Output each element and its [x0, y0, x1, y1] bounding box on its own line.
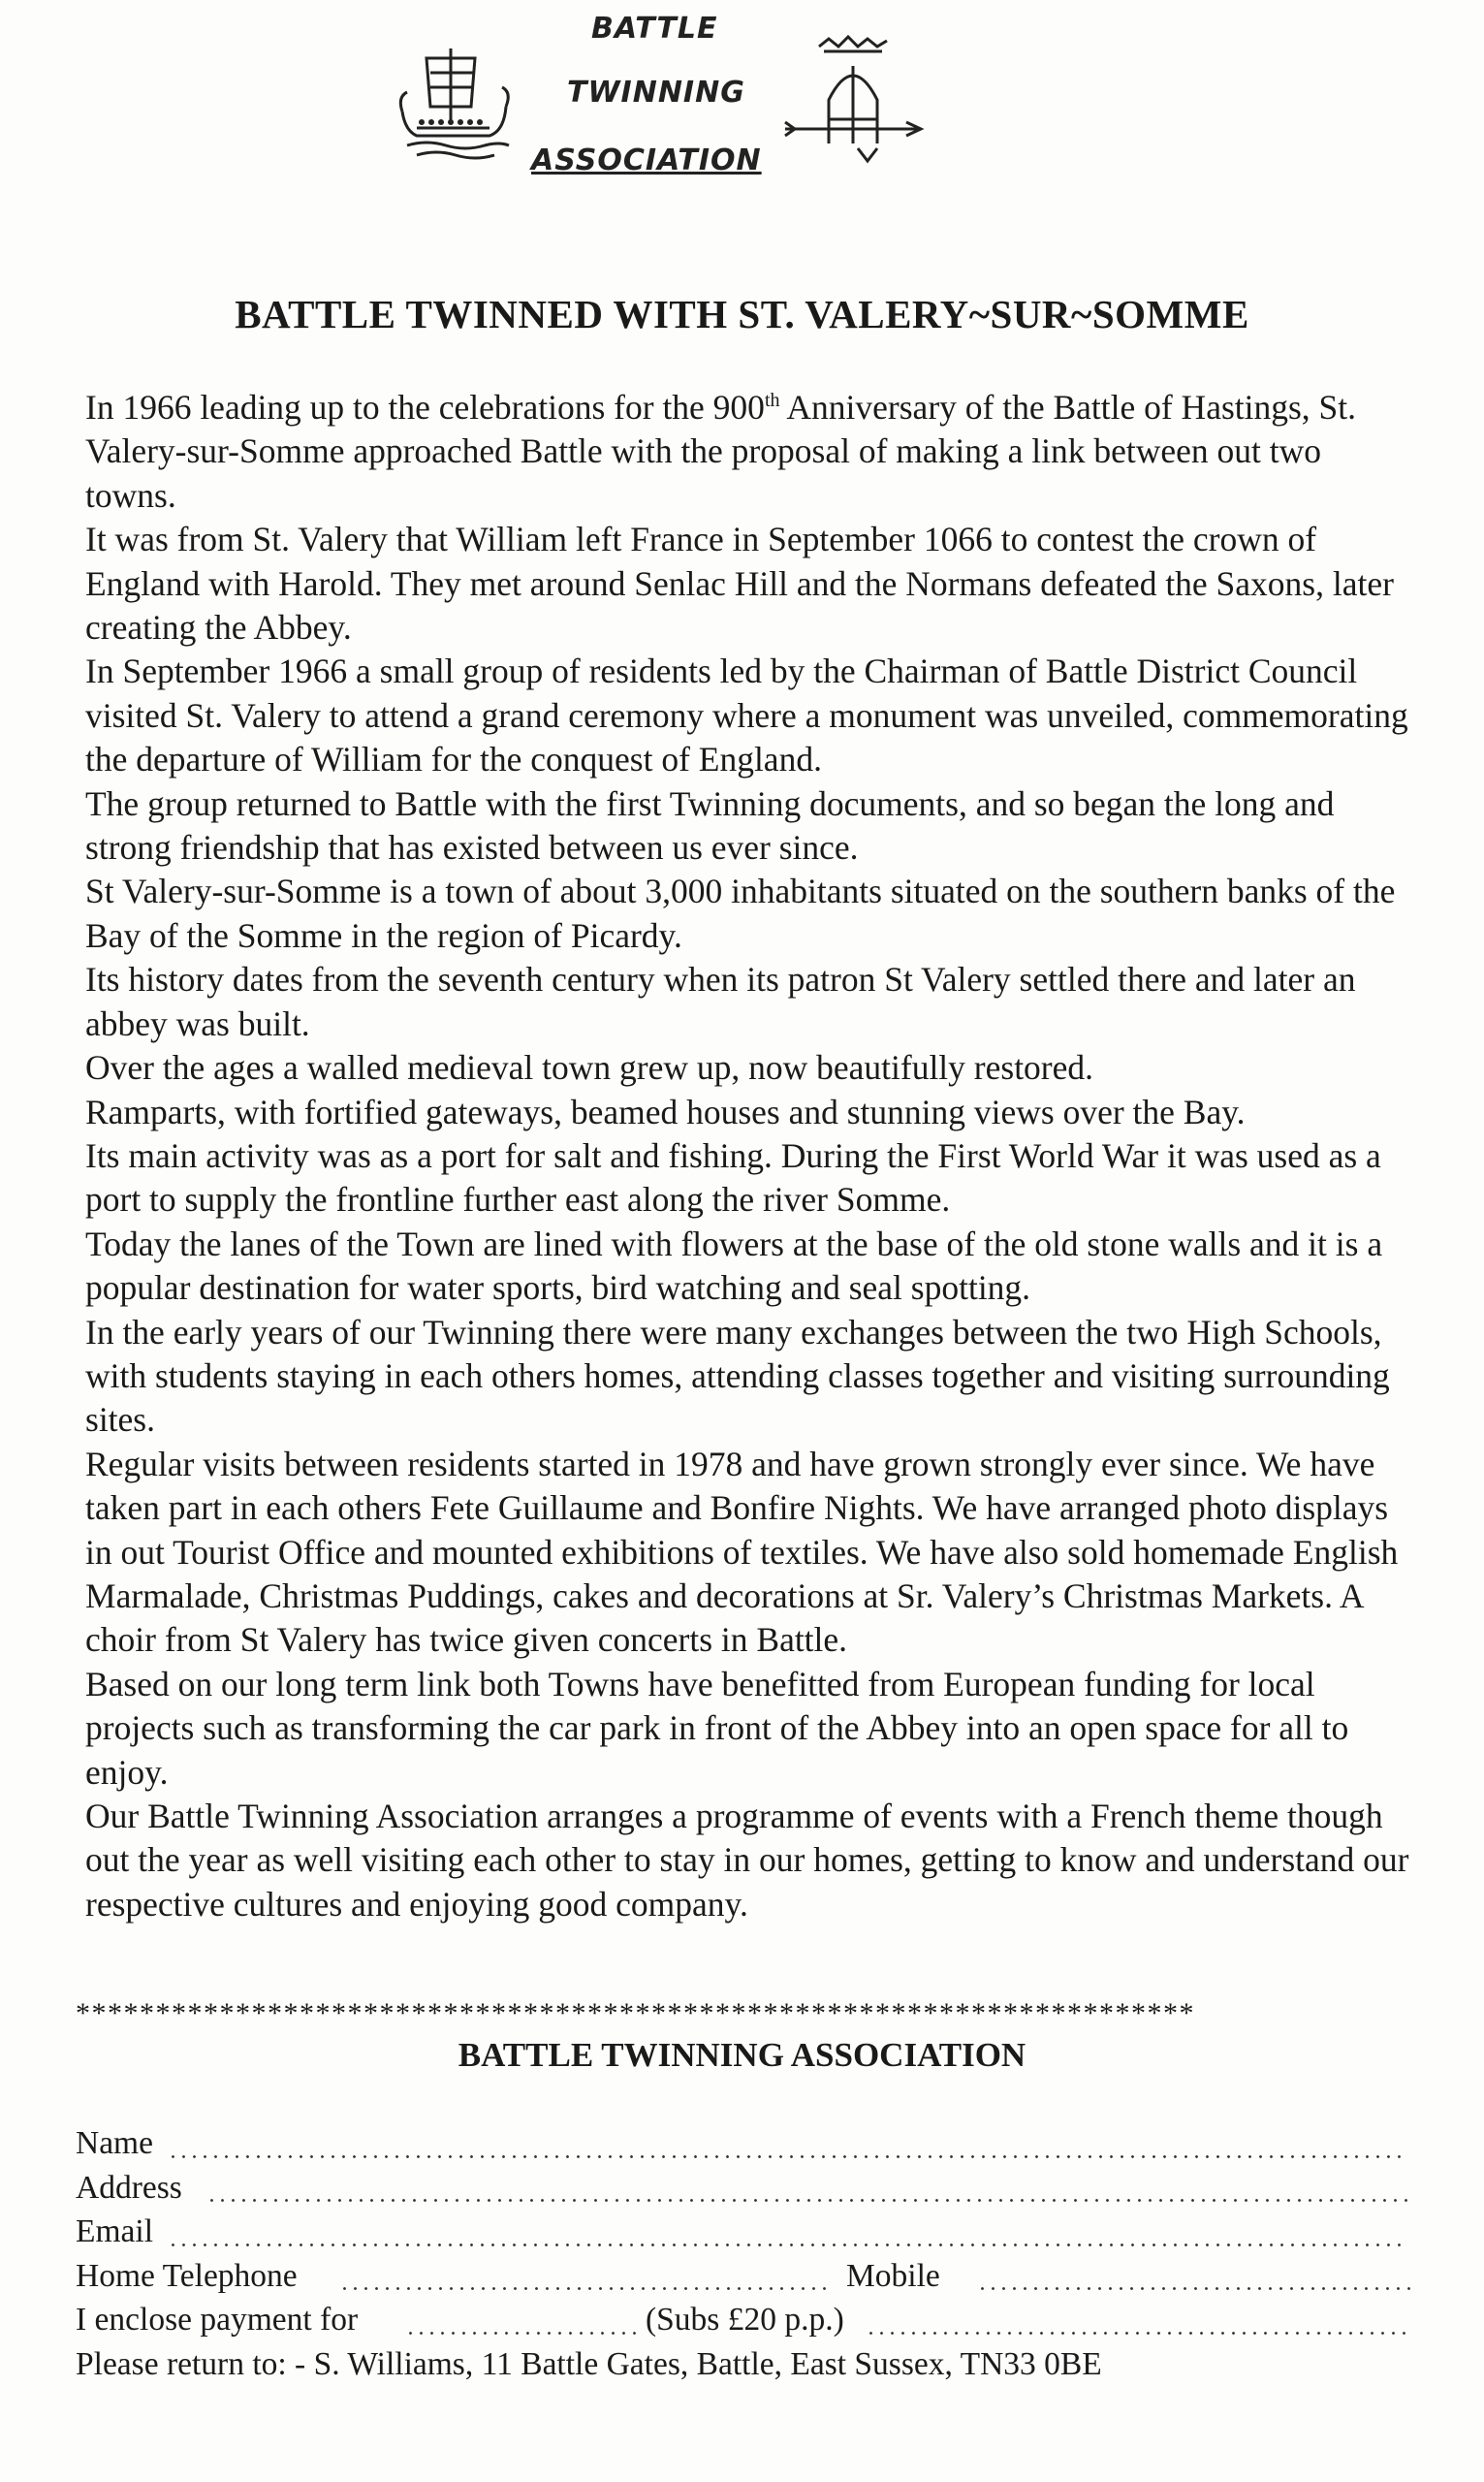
payment-label: I enclose payment for [76, 2302, 359, 2338]
paragraph: In the early years of our Twinning there were many exchanges between the two High Schools, with students staying in each others homes, attending classes together and visiting surrounding sites. [85, 1312, 1390, 1440]
name-row [76, 2121, 1413, 2166]
association-logo [388, 10, 931, 184]
paragraph: Over the ages a walled medieval town grew up, now beautifully restored. [85, 1048, 1094, 1088]
form-title: BATTLE TWINNING ASSOCIATION [458, 2036, 1026, 2074]
address-label: Address [76, 2169, 182, 2206]
paragraph: Our Battle Twinning Association arranges a programme of events with a French theme though out the year as well visiting each other to stay in our homes, getting to know and understand our respective cultures and enjoying good company. [85, 1797, 1409, 1924]
home-telephone-field[interactable] [339, 2287, 834, 2290]
paragraph: Its main activity was as a port for salt and fishing. During the First World War it was used as a port to supply the frontline further east along the river Somme. [85, 1135, 1381, 1220]
viking-ship-icon [397, 39, 514, 165]
mobile-field[interactable] [977, 2287, 1413, 2290]
paragraph: Today the lanes of the Town are lined with flowers at the base of the old stone walls and it is a popular destination for water sports, bird watching and seal spotting. [85, 1224, 1383, 1308]
paragraph: Based on our long term link both Towns have benefitted from European funding for local projects such as transforming the car park in front of the Abbey into an open space for all to enjoy. [85, 1664, 1349, 1792]
payment-details-field[interactable] [866, 2332, 1413, 2335]
home-telephone-label: Home Telephone [76, 2257, 298, 2294]
paragraph: In September 1966 a small group of residents led by the Chairman of Battle District Council visited St. Valery to attend a grand ceremony where a monument was unveiled, commemorating the departure of William for the conquest of England. [85, 652, 1408, 780]
email-field[interactable] [168, 2243, 1404, 2246]
norman-helmet-arrow-icon [780, 27, 926, 173]
name-label: Name [76, 2125, 153, 2161]
intro-paragraph: In 1966 leading up to the celebrations for the 900th Anniversary of the Battle of Hastings, St. Valery-sur-Somme approached Battle with the proposal of making a link between out two towns. [85, 388, 1357, 515]
address-row [76, 2166, 1413, 2211]
telephone-row [76, 2254, 1413, 2299]
return-address: Please return to: - S. Williams, 11 Battle Gates, Battle, East Sussex, TN33 0BE [76, 2345, 1102, 2382]
star-divider: ********************************************************************** [76, 1997, 1195, 2029]
logo-line-battle: BATTLE [591, 12, 718, 46]
paragraph: It was from St. Valery that William left France in September 1066 to contest the crown of England with Harold. They met around Senlac Hill and the Normans defeated the Saxons, later creating the Abbey. [85, 520, 1394, 648]
email-row [76, 2210, 1413, 2254]
paragraph: St Valery-sur-Somme is a town of about 3,000 inhabitants situated on the southern banks of the Bay of the Somme in the region of Picardy. [85, 872, 1396, 955]
address-field[interactable] [206, 2199, 1413, 2202]
logo-line-association: ASSOCIATION [531, 143, 762, 177]
article-body [85, 386, 1413, 1926]
paragraph: Ramparts, with fortified gateways, beamed houses and stunning views over the Bay. [85, 1092, 1246, 1131]
name-field[interactable] [168, 2155, 1404, 2158]
page-title: BATTLE TWINNED WITH ST. VALERY~SUR~SOMME [235, 292, 1249, 336]
membership-form [76, 2121, 1413, 2386]
payment-row [76, 2298, 1413, 2342]
payment-amount-field[interactable] [405, 2332, 638, 2335]
mobile-label: Mobile [846, 2257, 940, 2294]
paragraph: Its history dates from the seventh century when its patron St Valery settled there and later an abbey was built. [85, 960, 1356, 1043]
subs-note: (Subs £20 p.p.) [646, 2302, 844, 2338]
logo-line-twinning: TWINNING [567, 76, 745, 110]
email-label: Email [76, 2213, 154, 2249]
paragraph: Regular visits between residents started in 1978 and have grown strongly ever since. We have taken part in each others Fete Guillaume and Bonfire Nights. We have arranged photo displays in out Tourist Office and mounted exhibitions of textiles. We have also sold homemade English Marmalade, Christmas Puddings, cakes and decorations at Sr. Valery’s Christmas Markets. A choir from St Valery has twice given concerts in Battle. [85, 1444, 1399, 1660]
paragraph: The group returned to Battle with the first Twinning documents, and so began the long and strong friendship that has existed between us ever since. [85, 783, 1335, 868]
